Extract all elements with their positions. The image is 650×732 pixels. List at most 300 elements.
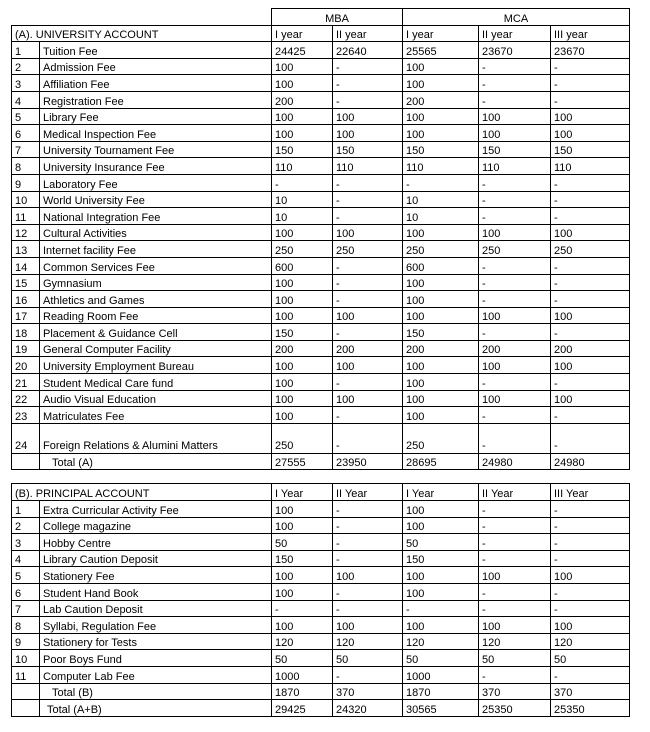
table-row [12,158,630,175]
total-label: Total (A+B) [40,700,272,717]
fee-value: 100 [479,224,551,241]
fee-value: 100 [272,108,333,125]
row-number: 1 [12,42,40,59]
fee-value: 100 [272,374,333,391]
fee-value: - [479,374,551,391]
fee-value: 100 [403,307,479,324]
table-row [12,141,630,158]
fee-label: Extra Curricular Activity Fee [40,501,272,518]
total-value: 1870 [272,683,333,700]
fee-value: 100 [272,58,333,75]
fee-label: Audio Visual Education [40,390,272,407]
fee-value: - [333,58,403,75]
row-number: 23 [12,407,40,424]
fee-value: 100 [272,390,333,407]
fee-value: 100 [272,584,333,601]
row-number: 3 [12,534,40,551]
fee-label: Medical Inspection Fee [40,125,272,142]
total-label: Total (A) [40,453,272,470]
fee-value: 100 [551,390,630,407]
row-number: 18 [12,324,40,341]
fee-value: 200 [479,340,551,357]
fee-value: 100 [403,75,479,92]
fee-value: 100 [333,125,403,142]
fee-label: Admission Fee [40,58,272,75]
fee-value: 100 [551,108,630,125]
fee-value: 100 [272,291,333,308]
total-value: 23950 [333,453,403,470]
fee-value: 110 [272,158,333,175]
fee-value: - [551,423,630,453]
fee-value: - [551,584,630,601]
table-row [12,75,630,92]
fee-value: 200 [551,340,630,357]
fee-value: 22640 [333,42,403,59]
fee-value: - [551,75,630,92]
fee-value: 600 [403,257,479,274]
total-row [12,453,630,470]
fee-value: 100 [551,125,630,142]
table-row [12,274,630,291]
column-header: II year [333,25,403,42]
fee-value: 200 [403,340,479,357]
fee-value: 23670 [479,42,551,59]
fee-value: - [272,174,333,191]
fee-value: 120 [272,633,333,650]
fee-label: Reading Room Fee [40,307,272,324]
row-number: 6 [12,584,40,601]
fee-value: 100 [333,617,403,634]
table-row [12,517,630,534]
fee-label: Laboratory Fee [40,174,272,191]
fee-value: 150 [551,141,630,158]
total-value: 24980 [479,453,551,470]
fee-label: Hobby Centre [40,534,272,551]
fee-value: - [333,501,403,518]
fee-value: 100 [551,567,630,584]
fee-label: Internet facility Fee [40,241,272,258]
group-header-row [12,9,630,26]
column-header: I Year [403,484,479,501]
total-row [12,683,630,700]
fee-value: - [551,550,630,567]
fee-label: College magazine [40,517,272,534]
fee-value: 250 [272,423,333,453]
total-value: 27555 [272,453,333,470]
total-value: 1870 [403,683,479,700]
column-header: II Year [479,484,551,501]
total-value: 370 [551,683,630,700]
row-number: 7 [12,141,40,158]
fee-value: 50 [272,650,333,667]
fee-label: General Computer Facility [40,340,272,357]
row-number: 4 [12,550,40,567]
fee-value: - [272,600,333,617]
fee-value: 200 [403,91,479,108]
fee-label: Matriculates Fee [40,407,272,424]
fee-value: 100 [272,567,333,584]
fee-value: 100 [272,75,333,92]
fee-value: - [479,291,551,308]
fee-value: 100 [479,390,551,407]
fee-value: 50 [551,650,630,667]
total-value: 25350 [479,700,551,717]
total-value: 29425 [272,700,333,717]
fee-value: 200 [272,91,333,108]
table-row [12,407,630,424]
table-row [12,125,630,142]
fee-value: - [333,550,403,567]
row-number: 13 [12,241,40,258]
fee-value: - [479,600,551,617]
row-number: 11 [12,208,40,225]
table-row [12,390,630,407]
fee-value: - [333,600,403,617]
row-number: 19 [12,340,40,357]
fee-value: - [403,174,479,191]
fee-value: 100 [403,390,479,407]
fee-label: Foreign Relations & Alumini Matters [40,423,272,453]
row-number: 7 [12,600,40,617]
table-row [12,257,630,274]
total-value: 28695 [403,453,479,470]
fee-value: 50 [403,650,479,667]
fee-value: 110 [403,158,479,175]
fee-value: - [551,58,630,75]
row-number: 2 [12,517,40,534]
fee-label: Registration Fee [40,91,272,108]
table-row [12,224,630,241]
total-value: 24320 [333,700,403,717]
mba-header: MBA [272,9,403,26]
fee-value: 1000 [272,666,333,683]
table-row [12,501,630,518]
table-row [12,241,630,258]
fee-value: 23670 [551,42,630,59]
fee-value: - [333,534,403,551]
fee-value: 100 [479,307,551,324]
fee-value: 25565 [403,42,479,59]
fee-value: 100 [272,501,333,518]
fee-value: 1000 [403,666,479,683]
row-number: 4 [12,91,40,108]
fee-value: - [333,274,403,291]
table-row [12,191,630,208]
fee-value: 100 [272,517,333,534]
table-row [12,650,630,667]
fee-label: Stationery Fee [40,567,272,584]
fee-value: 100 [403,224,479,241]
fee-value: - [479,174,551,191]
row-number: 12 [12,224,40,241]
row-number: 6 [12,125,40,142]
table-row [12,340,630,357]
column-header: I year [403,25,479,42]
fee-value: 200 [333,340,403,357]
fee-value: - [479,550,551,567]
fee-value: 100 [403,58,479,75]
fee-value: 150 [333,141,403,158]
fee-label: University Employment Bureau [40,357,272,374]
fee-value: 100 [403,407,479,424]
fee-table [11,8,630,717]
row-number: 8 [12,617,40,634]
fee-value: - [479,666,551,683]
fee-value: - [333,208,403,225]
column-header: II Year [333,484,403,501]
table-row [12,534,630,551]
fee-value: - [479,584,551,601]
fee-value: - [479,91,551,108]
fee-value: - [333,374,403,391]
fee-value: 100 [272,274,333,291]
fee-value: - [551,191,630,208]
fee-label: Stationery for Tests [40,633,272,650]
fee-value: 110 [479,158,551,175]
fee-value: - [551,274,630,291]
fee-value: - [479,75,551,92]
table-row [12,91,630,108]
fee-value: 100 [403,108,479,125]
fee-value: 100 [333,108,403,125]
fee-value: 150 [272,550,333,567]
fee-value: 250 [403,423,479,453]
fee-value: 100 [551,224,630,241]
table-row [12,567,630,584]
fee-value: - [333,257,403,274]
table-row [12,666,630,683]
fee-value: 120 [551,633,630,650]
total-row [12,700,630,717]
fee-value: - [551,517,630,534]
fee-value: 100 [403,617,479,634]
fee-value: - [479,501,551,518]
table-row [12,600,630,617]
fee-label: Syllabi, Regulation Fee [40,617,272,634]
fee-value: - [479,534,551,551]
principal-account-title: (B). PRINCIPAL ACCOUNT [12,484,272,501]
column-header: II year [479,25,551,42]
fee-label: Athletics and Games [40,291,272,308]
fee-value: 600 [272,257,333,274]
fee-value: 110 [551,158,630,175]
column-header: I Year [272,484,333,501]
fee-value: - [479,257,551,274]
fee-value: 250 [272,241,333,258]
fee-value: - [333,91,403,108]
fee-value: 50 [403,534,479,551]
fee-value: 100 [403,584,479,601]
fee-label: Library Caution Deposit [40,550,272,567]
row-number: 20 [12,357,40,374]
table-row [12,357,630,374]
fee-value: 100 [403,125,479,142]
fee-value: - [333,423,403,453]
fee-value: 100 [403,291,479,308]
fee-label: Gymnasium [40,274,272,291]
fee-value: 100 [403,274,479,291]
table-row [12,423,630,453]
fee-value: 100 [403,357,479,374]
fee-value: - [479,274,551,291]
fee-label: Student Hand Book [40,584,272,601]
fee-value: - [333,174,403,191]
fee-label: National Integration Fee [40,208,272,225]
row-number: 1 [12,501,40,518]
fee-value: - [479,208,551,225]
table-row [12,307,630,324]
fee-value: 150 [272,324,333,341]
row-number: 5 [12,567,40,584]
table-row [12,374,630,391]
fee-value: 100 [403,517,479,534]
row-number: 15 [12,274,40,291]
fee-value: 100 [333,567,403,584]
total-value: 370 [479,683,551,700]
section-separator [12,470,630,484]
fee-value: 100 [333,390,403,407]
fee-value: 150 [403,324,479,341]
fee-label: Tuition Fee [40,42,272,59]
fee-label: University Tournament Fee [40,141,272,158]
table-row [12,108,630,125]
fee-value: 200 [272,340,333,357]
fee-value: - [479,407,551,424]
fee-label: Poor Boys Fund [40,650,272,667]
table-row [12,208,630,225]
total-value: 24980 [551,453,630,470]
fee-value: 150 [403,141,479,158]
fee-value: - [551,374,630,391]
fee-value: - [551,534,630,551]
table-row [12,42,630,59]
table-row [12,58,630,75]
row-number: 9 [12,174,40,191]
fee-value: - [551,91,630,108]
row-number: 10 [12,191,40,208]
fee-value: 250 [551,241,630,258]
fee-value: 10 [403,208,479,225]
fee-label: Cultural Activities [40,224,272,241]
fee-value: 100 [272,224,333,241]
fee-value: 50 [272,534,333,551]
principal-account-header-row [12,484,630,501]
fee-label: Lab Caution Deposit [40,600,272,617]
fee-value: 100 [272,617,333,634]
fee-value: - [333,191,403,208]
fee-value: - [551,257,630,274]
row-number: 24 [12,423,40,453]
column-header: I year [272,25,333,42]
fee-value: 250 [403,241,479,258]
table-row [12,291,630,308]
fee-label: Common Services Fee [40,257,272,274]
row-number: 2 [12,58,40,75]
fee-label: Placement & Guidance Cell [40,324,272,341]
fee-value: 50 [479,650,551,667]
fee-value: 100 [272,357,333,374]
fee-value: - [479,191,551,208]
fee-value: 100 [333,307,403,324]
table-row [12,550,630,567]
row-number: 14 [12,257,40,274]
fee-value: - [479,517,551,534]
fee-value: 100 [479,125,551,142]
fee-value: - [333,666,403,683]
table-row [12,633,630,650]
total-value: 25350 [551,700,630,717]
fee-value: 150 [403,550,479,567]
fee-value: - [551,291,630,308]
row-number: 11 [12,666,40,683]
fee-label: World University Fee [40,191,272,208]
fee-value: 250 [479,241,551,258]
fee-label: Computer Lab Fee [40,666,272,683]
fee-value: 100 [551,357,630,374]
fee-value: - [333,324,403,341]
table-row [12,617,630,634]
fee-value: - [333,517,403,534]
fee-value: - [479,423,551,453]
fee-value: - [333,291,403,308]
fee-value: 150 [272,141,333,158]
table-row [12,324,630,341]
row-number: 3 [12,75,40,92]
fee-value: 50 [333,650,403,667]
fee-value: - [479,58,551,75]
row-number: 16 [12,291,40,308]
fee-value: 10 [272,208,333,225]
fee-value: 100 [403,567,479,584]
fee-value: - [479,324,551,341]
university-account-header-row [12,25,630,42]
row-number: 17 [12,307,40,324]
fee-value: - [333,75,403,92]
fee-value: 24425 [272,42,333,59]
fee-value: 100 [403,501,479,518]
total-label: Total (B) [40,683,272,700]
fee-value: 120 [333,633,403,650]
total-value: 370 [333,683,403,700]
fee-value: 100 [272,125,333,142]
fee-value: 100 [551,307,630,324]
fee-label: University Insurance Fee [40,158,272,175]
fee-value: 100 [551,617,630,634]
table-row [12,174,630,191]
column-header: III year [551,25,630,42]
fee-value: 100 [479,108,551,125]
fee-value: - [551,174,630,191]
row-number: 21 [12,374,40,391]
table-row [12,584,630,601]
fee-label: Affiliation Fee [40,75,272,92]
row-number: 10 [12,650,40,667]
fee-value: 110 [333,158,403,175]
fee-value: - [551,666,630,683]
fee-value: 100 [272,407,333,424]
fee-value: 100 [403,374,479,391]
fee-value: - [551,501,630,518]
fee-label: Student Medical Care fund [40,374,272,391]
fee-value: 100 [479,617,551,634]
fee-value: 100 [333,357,403,374]
fee-value: 150 [479,141,551,158]
fee-value: 100 [333,224,403,241]
fee-value: - [333,407,403,424]
fee-value: 10 [272,191,333,208]
fee-label: Library Fee [40,108,272,125]
total-value: 30565 [403,700,479,717]
